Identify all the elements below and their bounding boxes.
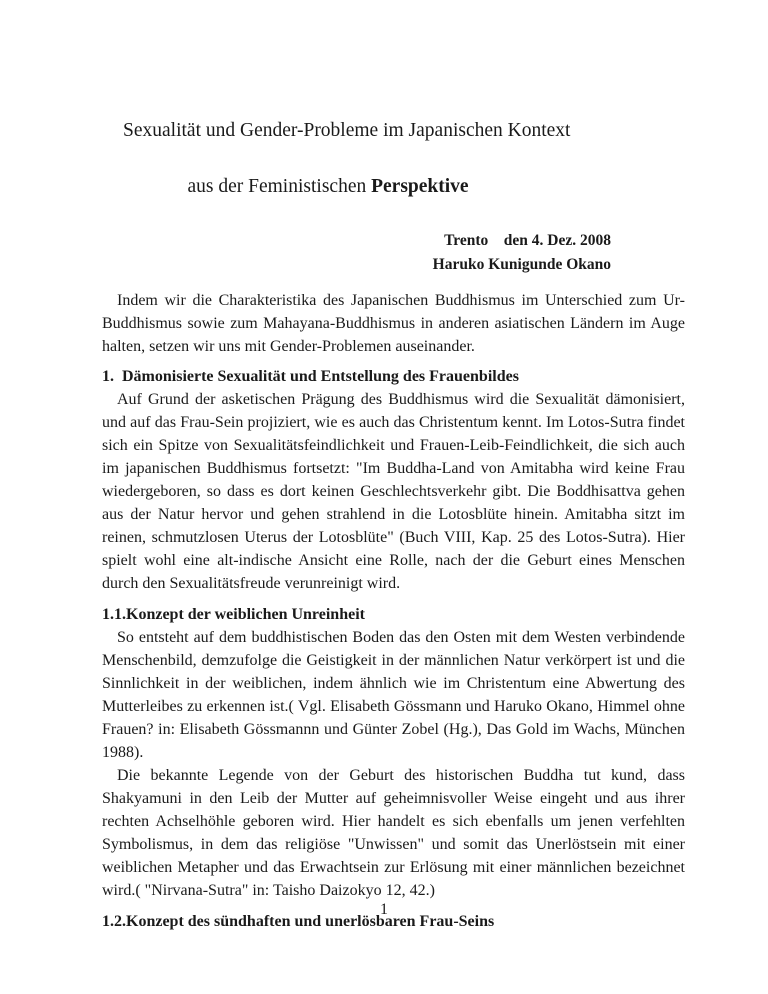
document-title-line2-prefix: aus der Feministischen: [187, 176, 372, 197]
author-name: Haruko Kunigunde Okano: [432, 256, 611, 273]
section-1-heading: 1. Dämonisierte Sexualität und Entstellung des Frauenbildes: [102, 368, 519, 385]
document-title-line2: [168, 145, 685, 229]
dateline: Trento den 4. Dez. 2008: [444, 232, 611, 249]
section-1-1-paragraph-2: Die bekannte Legende von der Geburt des historischen Buddha tut kund, dass Shakyamuni in den Leib der Mutter auf geheimnisvoller Weise eingeht und aus ihrer rechten Achselhöhle geboren wird. Hier handelt es sich ebenfalls um jenen verfehlten Symbolismus, in dem das religiöse "Unwissen" und somit das Unerlöstsein mit einer weiblichen Metapher und das Erwachtsein zur Erlösung mit einer männlichen bezeichnet wird.( "Nirvana-Sutra" in: Taisho Daizokyo 12, 42.): [102, 767, 685, 899]
section-1-paragraph: Auf Grund der asketischen Prägung des Buddhismus wird die Sexualität dämonisiert, und auf das Frau-Sein projiziert, wie es auch das Christentum kennt. Im Lotos-Sutra findet sich ein Spitze von Sexualitätsfeindlichkeit und Frauen-Leib-Feindlichkeit, die sich auch im japanischen Buddhismus fortsetzt: "Im Buddha-Land von Amitabha wird keine Frau wiedergeboren, so dass es dort keinen Geschlechtsverkehr gibt. Die Boddhisattva gehen aus der Natur hervor und gehen strahlend in die Lotosblüte hinein. Amitabha sitzt im reinen, schmutzlosen Uterus der Lotosblüte" (Buch VIII, Kap. 25 des Lotos-Sutra). Hier spielt wohl eine alt-indische Ansicht eine Rolle, nach der die Geburt eines Menschen durch den Sexualitätsfreude verunreinigt wird.: [102, 391, 685, 592]
section-1-2-heading: 1.2.Konzept des sündhaften und unerlösbaren Frau-Seins: [102, 913, 495, 930]
document-title-line1: Sexualität und Gender-Probleme im Japanischen Kontext: [123, 120, 571, 141]
section-1-1-paragraph-1: So entsteht auf dem buddhistischen Boden das den Osten mit dem Westen verbindende Menschenbild, demzufolge die Geistigkeit in der männlichen Natur verkörpert ist und die Sinnlichkeit in der weiblichen, indem ähnlich wie im Christentum eine Abwertung des Mutterleibes zu erkennen ist.( Vgl. Elisabeth Gössmann und Haruko Okano, Himmel ohne Frauen? in: Elisabeth Gössmannn und Günter Zobel (Hg.), Das Gold im Wachs, München 1988).: [102, 629, 685, 761]
document-title-line2-emphasis: Perspektive: [371, 176, 469, 197]
page-number: 1: [380, 901, 388, 918]
intro-paragraph: Indem wir die Charakteristika des Japanischen Buddhismus im Unterschied zum Ur-Buddhismus sowie zum Mahayana-Buddhismus in anderen asiatischen Ländern im Auge halten, setzen wir uns mit Gender-Problemen auseinander.: [102, 292, 685, 355]
section-1-1-heading: 1.1.Konzept der weiblichen Unreinheit: [102, 606, 365, 623]
